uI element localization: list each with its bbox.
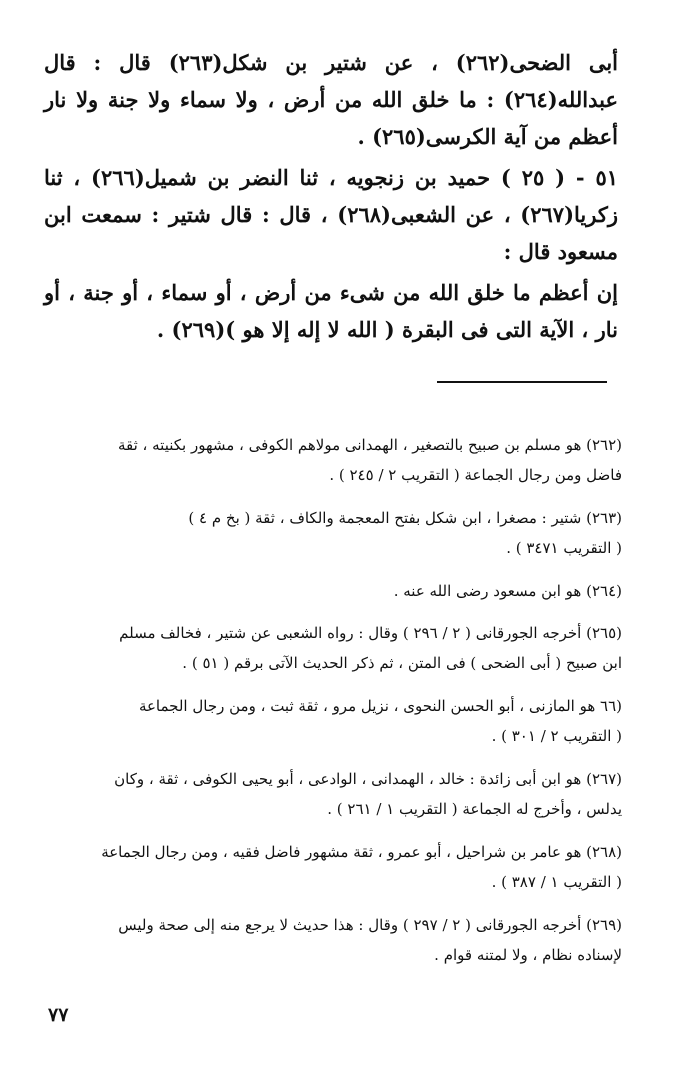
- footnote-line: (٢٦٤) هو ابن مسعود رضى الله عنه .: [393, 582, 622, 600]
- footnote-267: [44, 764, 622, 824]
- footnote-line: ابن صبيح ( أبى الضحى ) فى المتن ، ثم ذكر الحديث الآتى برقم ( ٥١ ) .: [182, 654, 622, 672]
- footnote-line: (٢٦٩) أخرجه الجورقانى ( ٢ / ٢٩٧ ) وقال : هذا حديث لا يرجع منه إلى صحة وليس: [118, 916, 622, 934]
- footnote-line: لإسناده نظام ، ولا لمتنه قوام .: [434, 946, 622, 964]
- footnote-line: (٢٦٥) أخرجه الجورقانى ( ٢ / ٢٩٦ ) وقال : رواه الشعبى عن شتير ، فخالف مسلم: [119, 624, 622, 642]
- main-paragraph-2: ٥١ - ( ٢٥ ) حميد بن زنجويه ، ثنا النضر بن شميل(٢٦٦) ، ثنا زكريا(٢٦٧) ، عن الشعبى(٢٦٨) ، قال : قال شتير : سمعت ابن مسعود قال :: [44, 165, 619, 264]
- footnote-264: [44, 576, 622, 606]
- footnote-line: ( التقريب ٢ / ٣٠١ ) .: [491, 727, 622, 745]
- footnote-line: (٢٦٢) هو مسلم بن صبيح بالتصغير ، الهمدانى مولاهم الكوفى ، مشهور بكنيته ، ثقة: [117, 436, 622, 454]
- footnote-line: يدلس ، وأخرج له الجماعة ( التقريب ١ / ٢٦١ ) .: [327, 800, 622, 818]
- main-paragraph-1: أبى الضحى(٢٦٢) ، عن شتير بن شكل(٢٦٣) قال : قال عبدالله(٢٦٤) : ما خلق الله من أرض ، ولا سماء ولا جنة ولا نار أعظم من آية الكرسى(٢٦٥) .: [44, 50, 619, 149]
- footnote-line: (٦٦ هو المازنى ، أبو الحسن النحوى ، نزيل مرو ، ثقة ثبت ، ومن رجال الجماعة: [138, 697, 622, 715]
- footnote-265: [44, 618, 622, 678]
- footnote-266: [44, 691, 622, 751]
- footnote-268: [44, 837, 622, 897]
- page-number: ٧٧: [48, 1004, 69, 1026]
- main-paragraph-3: إن أعظم ما خلق الله من شىء من أرض ، أو سماء ، أو جنة ، أو نار ، الآية التى فى البقرة ( الله لا إله إلا هو )(٢٦٩) .: [44, 280, 618, 342]
- footnote-line: ( التقريب ١ / ٣٨٧ ) .: [491, 873, 622, 891]
- footnote-line: فاضل ومن رجال الجماعة ( التقريب ٢ / ٢٤٥ ) .: [329, 466, 622, 484]
- footnote-separator: [437, 381, 607, 383]
- footnote-263: [44, 503, 622, 563]
- footnote-line: (٢٦٨) هو عامر بن شراحيل ، أبو عمرو ، ثقة مشهور فاضل فقيه ، ومن رجال الجماعة: [101, 843, 622, 861]
- footnote-269: [44, 910, 622, 970]
- footnote-line: (٢٦٧) هو ابن أبى زائدة : خالد ، الهمدانى ، الوادعى ، أبو يحيى الكوفى ، ثقة ، وكان: [114, 770, 622, 788]
- footnote-line: ( التقريب ٣٤٧١ ) .: [506, 539, 622, 557]
- footnote-line: (٢٦٣) شتير : مصغرا ، ابن شكل بفتح المعجمة والكاف ، ثقة ( بخ م ٤ ): [188, 509, 622, 527]
- footnotes: [44, 430, 622, 983]
- footnote-262: [44, 430, 622, 490]
- main-text: [44, 44, 618, 348]
